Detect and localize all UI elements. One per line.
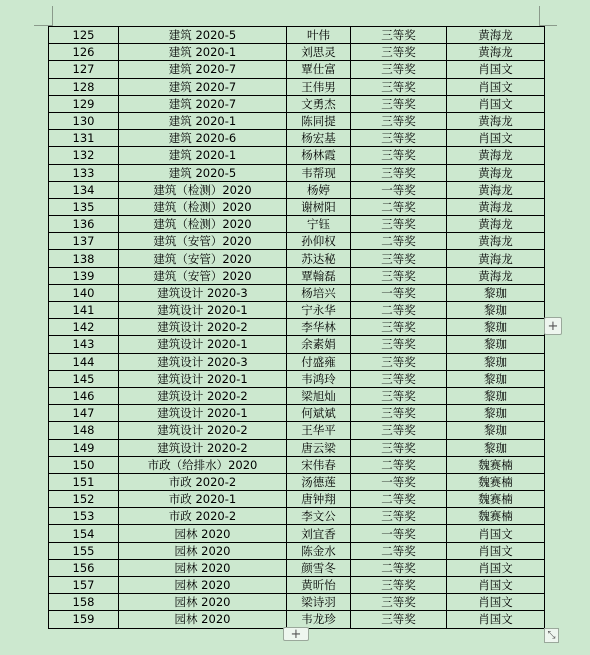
table-row xyxy=(49,44,545,61)
award-level-cell[interactable]: 三等奖 xyxy=(351,95,447,112)
advisor-cell[interactable]: 魏赛楠 xyxy=(447,508,545,525)
table-row xyxy=(49,387,545,404)
award-level-cell[interactable]: 一等奖 xyxy=(351,284,447,301)
student-name-cell[interactable]: 余素娟 xyxy=(287,336,351,353)
award-level-cell[interactable]: 三等奖 xyxy=(351,319,447,336)
class-cell[interactable]: 建筑（安管）2020 xyxy=(119,250,287,267)
class-cell[interactable]: 建筑设计 2020-2 xyxy=(119,439,287,456)
table-row xyxy=(49,147,545,164)
table-row xyxy=(49,439,545,456)
row-number-cell[interactable]: 151 xyxy=(49,473,119,490)
table-row xyxy=(49,336,545,353)
table-row xyxy=(49,61,545,78)
class-cell[interactable]: 建筑（检测）2020 xyxy=(119,181,287,198)
class-cell[interactable]: 市政 2020-2 xyxy=(119,508,287,525)
class-cell[interactable]: 建筑 2020-5 xyxy=(119,164,287,181)
student-name-cell[interactable]: 杨培兴 xyxy=(287,284,351,301)
award-level-cell[interactable]: 三等奖 xyxy=(351,422,447,439)
advisor-cell[interactable]: 黎珈 xyxy=(447,370,545,387)
award-level-cell[interactable]: 三等奖 xyxy=(351,44,447,61)
advisor-cell[interactable]: 黎珈 xyxy=(447,422,545,439)
student-name-cell[interactable]: 陈同提 xyxy=(287,112,351,129)
table-row xyxy=(49,542,545,559)
table-row xyxy=(49,181,545,198)
award-level-cell[interactable]: 三等奖 xyxy=(351,27,447,44)
student-name-cell[interactable]: 叶伟 xyxy=(287,27,351,44)
table-row xyxy=(49,611,545,628)
class-cell[interactable]: 园林 2020 xyxy=(119,559,287,576)
table-row xyxy=(49,216,545,233)
award-level-cell[interactable]: 三等奖 xyxy=(351,61,447,78)
advisor-cell[interactable]: 黄海龙 xyxy=(447,267,545,284)
add-column-button[interactable]: + xyxy=(544,317,562,335)
advisor-cell[interactable]: 肖国文 xyxy=(447,78,545,95)
class-cell[interactable]: 建筑 2020-1 xyxy=(119,112,287,129)
class-cell[interactable]: 园林 2020 xyxy=(119,542,287,559)
award-level-cell[interactable]: 三等奖 xyxy=(351,405,447,422)
row-number-cell[interactable]: 138 xyxy=(49,250,119,267)
class-cell[interactable]: 建筑设计 2020-2 xyxy=(119,319,287,336)
student-name-cell[interactable]: 宋伟春 xyxy=(287,456,351,473)
student-name-cell[interactable]: 李文公 xyxy=(287,508,351,525)
award-level-cell[interactable]: 三等奖 xyxy=(351,78,447,95)
table-row xyxy=(49,405,545,422)
student-name-cell[interactable]: 苏达秘 xyxy=(287,250,351,267)
advisor-cell[interactable]: 肖国文 xyxy=(447,594,545,611)
award-level-cell[interactable]: 三等奖 xyxy=(351,387,447,404)
table-row xyxy=(49,27,545,44)
student-name-cell[interactable]: 文勇杰 xyxy=(287,95,351,112)
advisor-cell[interactable]: 黎珈 xyxy=(447,387,545,404)
table-row xyxy=(49,233,545,250)
row-number-cell[interactable]: 133 xyxy=(49,164,119,181)
award-level-cell[interactable]: 二等奖 xyxy=(351,542,447,559)
advisor-cell[interactable]: 黎珈 xyxy=(447,439,545,456)
advisor-cell[interactable]: 肖国文 xyxy=(447,577,545,594)
student-name-cell[interactable]: 宁钰 xyxy=(287,216,351,233)
row-number-cell[interactable]: 148 xyxy=(49,422,119,439)
row-number-cell[interactable]: 135 xyxy=(49,198,119,215)
table-row xyxy=(49,422,545,439)
class-cell[interactable]: 建筑 2020-7 xyxy=(119,78,287,95)
row-number-cell[interactable]: 134 xyxy=(49,181,119,198)
advisor-cell[interactable]: 魏赛楠 xyxy=(447,473,545,490)
student-name-cell[interactable]: 韦帮现 xyxy=(287,164,351,181)
advisor-cell[interactable]: 黄海龙 xyxy=(447,27,545,44)
table-row xyxy=(49,559,545,576)
row-number-cell[interactable]: 131 xyxy=(49,130,119,147)
table-row xyxy=(49,353,545,370)
table-row xyxy=(49,577,545,594)
student-name-cell[interactable]: 覃仕富 xyxy=(287,61,351,78)
class-cell[interactable]: 园林 2020 xyxy=(119,611,287,628)
table-row xyxy=(49,78,545,95)
row-number-cell[interactable]: 125 xyxy=(49,27,119,44)
award-level-cell[interactable]: 三等奖 xyxy=(351,216,447,233)
award-level-cell[interactable]: 三等奖 xyxy=(351,112,447,129)
class-cell[interactable]: 建筑（检测）2020 xyxy=(119,216,287,233)
award-level-cell[interactable]: 三等奖 xyxy=(351,130,447,147)
class-cell[interactable]: 建筑设计 2020-1 xyxy=(119,405,287,422)
row-number-cell[interactable]: 149 xyxy=(49,439,119,456)
advisor-cell[interactable]: 肖国文 xyxy=(447,542,545,559)
table-row xyxy=(49,491,545,508)
advisor-cell[interactable]: 黎珈 xyxy=(447,336,545,353)
row-number-cell[interactable]: 136 xyxy=(49,216,119,233)
row-number-cell[interactable]: 158 xyxy=(49,594,119,611)
advisor-cell[interactable]: 黎珈 xyxy=(447,284,545,301)
student-name-cell[interactable]: 刘宜香 xyxy=(287,525,351,542)
row-number-cell[interactable]: 139 xyxy=(49,267,119,284)
margin-corner-mark xyxy=(539,6,540,26)
add-row-button[interactable]: + xyxy=(283,627,309,641)
award-level-cell[interactable]: 三等奖 xyxy=(351,577,447,594)
award-level-cell[interactable]: 三等奖 xyxy=(351,370,447,387)
award-level-cell[interactable]: 三等奖 xyxy=(351,508,447,525)
student-name-cell[interactable]: 杨婷 xyxy=(287,181,351,198)
award-level-cell[interactable]: 二等奖 xyxy=(351,456,447,473)
student-name-cell[interactable]: 颜雪冬 xyxy=(287,559,351,576)
class-cell[interactable]: 建筑 2020-1 xyxy=(119,147,287,164)
table-row xyxy=(49,370,545,387)
advisor-cell[interactable]: 黄海龙 xyxy=(447,112,545,129)
class-cell[interactable]: 园林 2020 xyxy=(119,577,287,594)
student-name-cell[interactable]: 王华平 xyxy=(287,422,351,439)
row-number-cell[interactable]: 152 xyxy=(49,491,119,508)
class-cell[interactable]: 市政 2020-1 xyxy=(119,491,287,508)
class-cell[interactable]: 建筑（安管）2020 xyxy=(119,267,287,284)
table-row xyxy=(49,95,545,112)
row-number-cell[interactable]: 130 xyxy=(49,112,119,129)
table-row xyxy=(49,525,545,542)
student-name-cell[interactable]: 梁诗羽 xyxy=(287,594,351,611)
row-number-cell[interactable]: 154 xyxy=(49,525,119,542)
advisor-cell[interactable]: 黎珈 xyxy=(447,405,545,422)
award-level-cell[interactable]: 三等奖 xyxy=(351,439,447,456)
award-level-cell[interactable]: 二等奖 xyxy=(351,233,447,250)
student-name-cell[interactable]: 唐钟翔 xyxy=(287,491,351,508)
row-number-cell[interactable]: 155 xyxy=(49,542,119,559)
award-table xyxy=(48,26,545,629)
class-cell[interactable]: 园林 2020 xyxy=(119,525,287,542)
award-level-cell[interactable]: 三等奖 xyxy=(351,267,447,284)
advisor-cell[interactable]: 肖国文 xyxy=(447,525,545,542)
student-name-cell[interactable]: 覃翰磊 xyxy=(287,267,351,284)
advisor-cell[interactable]: 黄海龙 xyxy=(447,147,545,164)
award-level-cell[interactable]: 三等奖 xyxy=(351,147,447,164)
advisor-cell[interactable]: 黄海龙 xyxy=(447,250,545,267)
award-level-cell[interactable]: 一等奖 xyxy=(351,181,447,198)
class-cell[interactable]: 园林 2020 xyxy=(119,594,287,611)
student-name-cell[interactable]: 王伟男 xyxy=(287,78,351,95)
table-row xyxy=(49,594,545,611)
award-level-cell[interactable]: 二等奖 xyxy=(351,198,447,215)
student-name-cell[interactable]: 杨林霞 xyxy=(287,147,351,164)
margin-corner-mark xyxy=(52,6,53,26)
class-cell[interactable]: 建筑（检测）2020 xyxy=(119,198,287,215)
advisor-cell[interactable]: 肖国文 xyxy=(447,559,545,576)
award-level-cell[interactable]: 三等奖 xyxy=(351,594,447,611)
table-row xyxy=(49,198,545,215)
award-table-body xyxy=(49,27,545,629)
award-level-cell[interactable]: 二等奖 xyxy=(351,559,447,576)
class-cell[interactable]: 建筑设计 2020-1 xyxy=(119,336,287,353)
table-row xyxy=(49,267,545,284)
row-number-cell[interactable]: 145 xyxy=(49,370,119,387)
row-number-cell[interactable]: 150 xyxy=(49,456,119,473)
row-number-cell[interactable]: 146 xyxy=(49,387,119,404)
student-name-cell[interactable]: 梁旭灿 xyxy=(287,387,351,404)
class-cell[interactable]: 建筑设计 2020-3 xyxy=(119,284,287,301)
student-name-cell[interactable]: 刘思灵 xyxy=(287,44,351,61)
award-level-cell[interactable]: 三等奖 xyxy=(351,611,447,628)
row-number-cell[interactable]: 141 xyxy=(49,302,119,319)
advisor-cell[interactable]: 黄海龙 xyxy=(447,216,545,233)
row-number-cell[interactable]: 129 xyxy=(49,95,119,112)
student-name-cell[interactable]: 韦鸿玲 xyxy=(287,370,351,387)
row-number-cell[interactable]: 159 xyxy=(49,611,119,628)
award-level-cell[interactable]: 一等奖 xyxy=(351,525,447,542)
advisor-cell[interactable]: 魏赛楠 xyxy=(447,456,545,473)
class-cell[interactable]: 市政 2020-2 xyxy=(119,473,287,490)
row-number-cell[interactable]: 132 xyxy=(49,147,119,164)
row-number-cell[interactable]: 156 xyxy=(49,559,119,576)
award-level-cell[interactable]: 一等奖 xyxy=(351,473,447,490)
row-number-cell[interactable]: 127 xyxy=(49,61,119,78)
table-row xyxy=(49,130,545,147)
row-number-cell[interactable]: 140 xyxy=(49,284,119,301)
class-cell[interactable]: 建筑 2020-5 xyxy=(119,27,287,44)
advisor-cell[interactable]: 黄海龙 xyxy=(447,233,545,250)
row-number-cell[interactable]: 157 xyxy=(49,577,119,594)
class-cell[interactable]: 建筑设计 2020-2 xyxy=(119,387,287,404)
class-cell[interactable]: 建筑 2020-6 xyxy=(119,130,287,147)
student-name-cell[interactable]: 何斌斌 xyxy=(287,405,351,422)
table-row xyxy=(49,164,545,181)
student-name-cell[interactable]: 谢树阳 xyxy=(287,198,351,215)
row-number-cell[interactable]: 137 xyxy=(49,233,119,250)
award-level-cell[interactable]: 三等奖 xyxy=(351,336,447,353)
row-number-cell[interactable]: 143 xyxy=(49,336,119,353)
advisor-cell[interactable]: 黄海龙 xyxy=(447,198,545,215)
table-row xyxy=(49,456,545,473)
advisor-cell[interactable]: 肖国文 xyxy=(447,130,545,147)
row-number-cell[interactable]: 144 xyxy=(49,353,119,370)
advisor-cell[interactable]: 黎珈 xyxy=(447,302,545,319)
row-number-cell[interactable]: 147 xyxy=(49,405,119,422)
row-number-cell[interactable]: 128 xyxy=(49,78,119,95)
class-cell[interactable]: 建筑设计 2020-3 xyxy=(119,353,287,370)
student-name-cell[interactable]: 李华林 xyxy=(287,319,351,336)
student-name-cell[interactable]: 黄昕怡 xyxy=(287,577,351,594)
student-name-cell[interactable]: 孙仰权 xyxy=(287,233,351,250)
advisor-cell[interactable]: 肖国文 xyxy=(447,611,545,628)
class-cell[interactable]: 市政（给排水）2020 xyxy=(119,456,287,473)
table-resize-handle[interactable]: ⤡ xyxy=(544,628,559,643)
row-number-cell[interactable]: 126 xyxy=(49,44,119,61)
advisor-cell[interactable]: 魏赛楠 xyxy=(447,491,545,508)
class-cell[interactable]: 建筑 2020-7 xyxy=(119,61,287,78)
advisor-cell[interactable]: 黄海龙 xyxy=(447,164,545,181)
student-name-cell[interactable]: 汤德莲 xyxy=(287,473,351,490)
table-row xyxy=(49,250,545,267)
student-name-cell[interactable]: 唐云梁 xyxy=(287,439,351,456)
award-level-cell[interactable]: 二等奖 xyxy=(351,302,447,319)
student-name-cell[interactable]: 杨宏基 xyxy=(287,130,351,147)
row-number-cell[interactable]: 153 xyxy=(49,508,119,525)
class-cell[interactable]: 建筑设计 2020-1 xyxy=(119,370,287,387)
table-row xyxy=(49,302,545,319)
advisor-cell[interactable]: 肖国文 xyxy=(447,61,545,78)
advisor-cell[interactable]: 肖国文 xyxy=(447,95,545,112)
table-row xyxy=(49,473,545,490)
student-name-cell[interactable]: 宁永华 xyxy=(287,302,351,319)
table-row xyxy=(49,508,545,525)
student-name-cell[interactable]: 韦龙珍 xyxy=(287,611,351,628)
award-level-cell[interactable]: 三等奖 xyxy=(351,164,447,181)
advisor-cell[interactable]: 黄海龙 xyxy=(447,181,545,198)
class-cell[interactable]: 建筑设计 2020-2 xyxy=(119,422,287,439)
advisor-cell[interactable]: 黎珈 xyxy=(447,319,545,336)
class-cell[interactable]: 建筑 2020-7 xyxy=(119,95,287,112)
table-row xyxy=(49,112,545,129)
class-cell[interactable]: 建筑 2020-1 xyxy=(119,44,287,61)
class-cell[interactable]: 建筑设计 2020-1 xyxy=(119,302,287,319)
advisor-cell[interactable]: 黄海龙 xyxy=(447,44,545,61)
award-level-cell[interactable]: 二等奖 xyxy=(351,491,447,508)
row-number-cell[interactable]: 142 xyxy=(49,319,119,336)
advisor-cell[interactable]: 黎珈 xyxy=(447,353,545,370)
class-cell[interactable]: 建筑（安管）2020 xyxy=(119,233,287,250)
table-row xyxy=(49,319,545,336)
table-row xyxy=(49,284,545,301)
student-name-cell[interactable]: 陈金水 xyxy=(287,542,351,559)
award-level-cell[interactable]: 三等奖 xyxy=(351,250,447,267)
award-level-cell[interactable]: 三等奖 xyxy=(351,353,447,370)
student-name-cell[interactable]: 付盛雍 xyxy=(287,353,351,370)
